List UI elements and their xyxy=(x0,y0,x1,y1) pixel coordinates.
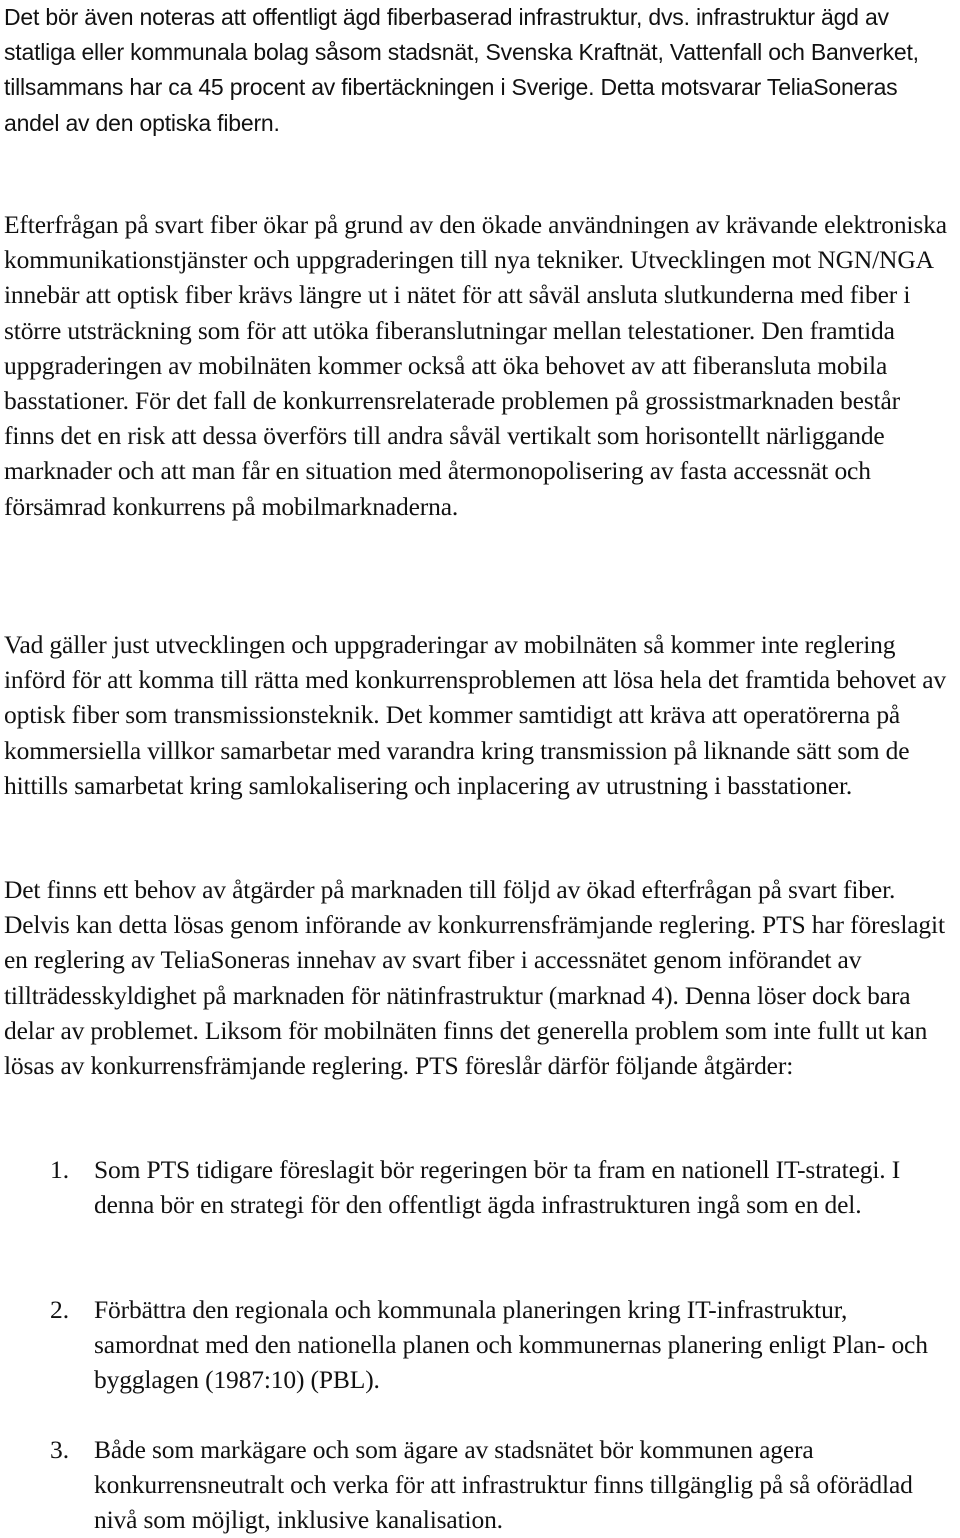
paragraph-text: Det finns ett behov av åtgärder på marknaden till följd av ökad efterfrågan på svart fiber. Delvis kan detta lösas genom införande av konkurrensfrämjande reglering. PTS har föreslagit en reglering av TeliaSoneras innehav av svart fiber i accessnätet genom införandet av tillträdesskyldighet på marknaden för nätinfrastruktur (marknad 4). Denna löser dock bara delar av problemet. Liksom för mobilnäten finns det generella problem som inte fullt ut kan lösas av konkurrensfrämjande reglering. PTS föreslår därför följande åtgärder: xyxy=(4,875,945,1081)
list-item-text: Förbättra den regionala och kommunala planeringen kring IT-infrastruktur, samordnat med den nationella planen och kommunernas planering enligt Plan- och bygglagen (1987:10) (PBL). xyxy=(94,1295,928,1395)
list-item-number: 3. xyxy=(50,1435,70,1464)
paragraph-text: Det bör även noteras att offentligt ägd fiberbaserad infrastruktur, dvs. infrastruktur ägd av statliga eller kommunala bolag såsom stadsnät, Svenska Kraftnät, Vattenfall och Banverket, tillsammans har ca 45 procent av fibertäckningen i Sverige. Detta motsvarar TeliaSoneras andel av den optiska fibern. xyxy=(4,4,919,136)
list-item-text: Som PTS tidigare föreslagit bör regeringen bör ta fram en nationell IT-strategi. I denna bör en strategi för den offentligt ägda infrastrukturen ingå som en del. xyxy=(94,1155,901,1220)
list-item-number: 1. xyxy=(50,1155,70,1184)
list-item-number: 2. xyxy=(50,1295,70,1324)
paragraph-text: Vad gäller just utvecklingen och uppgraderingar av mobilnäten så kommer inte reglering införd för att komma till rätta med konkurrensproblemen att lösa hela det framtida behovet av optisk fiber som transmissionsteknik. Det kommer samtidigt att kräva att operatörerna på kommersiella villkor samarbetar med varandra kring transmission på liknande sätt som de hittills samarbetat kring samlokalisering och inplacering av utrustning i basstationer. xyxy=(4,630,946,800)
paragraph-measures-needed xyxy=(4,872,954,1083)
paragraph-mobile-networks xyxy=(4,627,954,803)
paragraph-text: Efterfrågan på svart fiber ökar på grund av den ökade användningen av krävande elektroniska kommunikationstjänster och uppgraderingen till nya tekniker. Utvecklingen mot NGN/NGA innebär att optisk fiber krävs längre ut i nätet för att såväl ansluta slutkunderna med fiber i större utsträckning som för att utöka fiberanslutningar mellan telestationer. Den framtida uppgraderingen av mobilnäten kommer också att öka behovet av att fiberansluta mobila basstationer. För det fall de konkurrensrelaterade problemen på grossistmarknaden består finns det en risk att dessa överförs till andra såväl vertikalt som horisontellt närliggande marknader och att man får en situation med återmonopolisering av fasta accessnät och försämrad konkurrens på mobilmarknaderna. xyxy=(4,210,947,521)
list-item-text: Både som markägare och som ägare av stadsnätet bör kommunen agera konkurrensneutralt och verka för att infrastruktur finns tillgänglig på så oförädlad nivå som möjligt, inklusive kanalisation. xyxy=(94,1435,913,1535)
paragraph-public-infrastructure xyxy=(4,0,954,141)
paragraph-dark-fiber-demand xyxy=(4,207,954,524)
